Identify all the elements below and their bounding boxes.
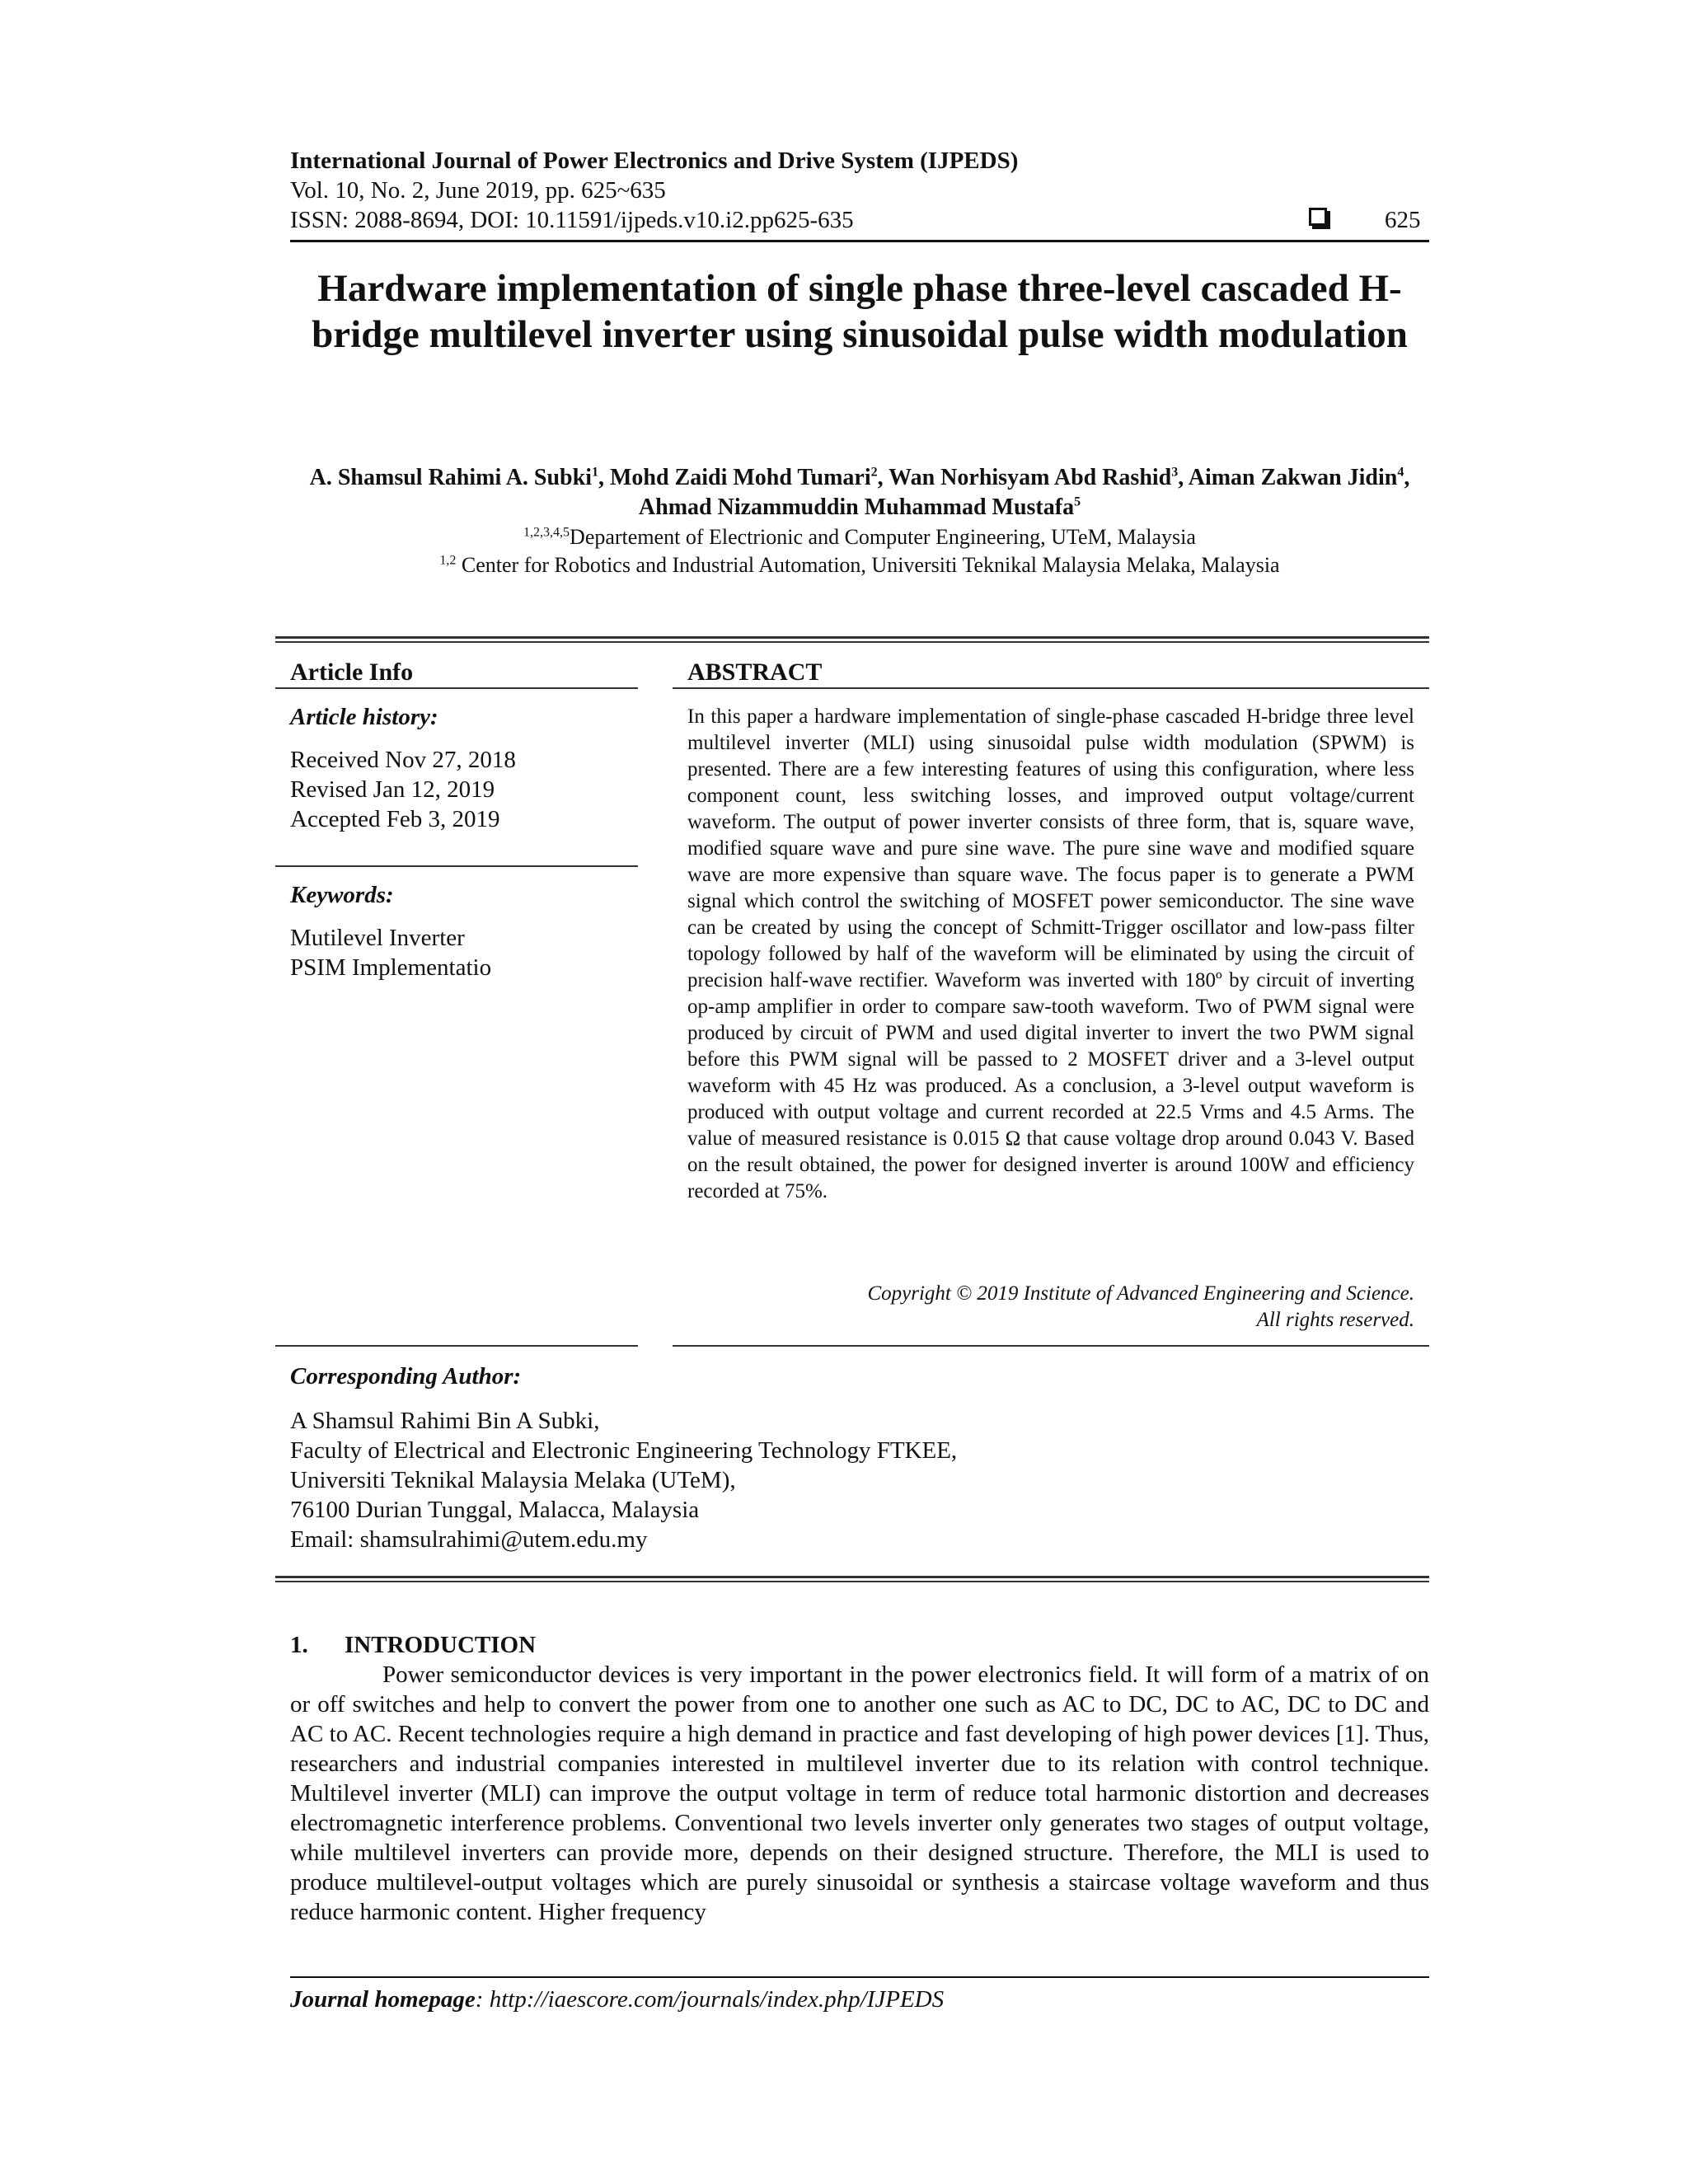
abstract-text: In this paper a hardware implementation of single-phase cascaded H-bridge three level multilevel inverter (MLI) using sinusoidal pulse width modulation (SPWM) is presented. There are a few interesting features of using this configuration, where less component count, less switching losses, and improved output voltage/current waveform. The output of power inverter consists of three form, that is, square wave, modified square wave and pure sine wave. The pure sine wave and modified square wave are more expensive than square wave. The focus paper is to generate a PWM signal which control the switching of MOSFET power semiconductor. The sine wave can be created by using the concept of Schmitt-Trigger oscillator and low-pass filter topology followed by half of the waveform will be eliminated by using the circuit of precision half-wave rectifier. Waveform was inverted with 180º by circuit of inverting op-amp amplifier in order to compare saw-tooth waveform. Two of PWM signal were produced by circuit of PWM and used digital inverter to invert the two PWM signal before this PWM signal will be passed to 2 MOSFET driver and a 3-level output waveform with 45 Hz was produced. As a conclusion, a 3-level output waveform is produced with output voltage and current recorded at 22.5 Vrms and 4.5 Arms. The value of measured resistance is 0.015 Ω that cause voltage drop around 0.043 V. Based on the result obtained, the power for designed inverter is around 100W and efficiency recorded at 75%. xyxy=(687,705,1414,1202)
corresponding-faculty: Faculty of Electrical and Electronic Engineering Technology FTKEE, xyxy=(290,1437,958,1464)
author-sep: , xyxy=(877,465,889,490)
history-received: Received Nov 27, 2018 xyxy=(290,747,516,773)
author-sup: 4 xyxy=(1397,465,1404,480)
article-info-divider xyxy=(275,865,638,867)
keyword-item: Mutilevel Inverter xyxy=(290,925,465,951)
introduction-heading xyxy=(290,1630,536,1660)
copyright-line: Copyright © 2019 Institute of Advanced Engineering and Science. xyxy=(867,1282,1414,1305)
journal-name: International Journal of Power Electronics and Drive System (IJPEDS) xyxy=(290,148,1019,174)
author-list xyxy=(290,463,1429,523)
article-history-heading: Article history: xyxy=(290,704,438,730)
affiliation-text: Center for Robotics and Industrial Automation, Universiti Teknikal Malaysia Melaka, Malaysia xyxy=(461,553,1280,577)
affiliation-1 xyxy=(290,524,1429,551)
author-name: Wan Norhisyam Abd Rashid xyxy=(889,465,1172,490)
author-name: Aiman Zakwan Jidin xyxy=(1188,465,1398,490)
page-box-icon xyxy=(1309,208,1327,226)
page-number: 625 xyxy=(1385,207,1421,233)
section-title: INTRODUCTION xyxy=(345,1632,537,1658)
rights-line: All rights reserved. xyxy=(1256,1309,1414,1331)
corresponding-address: 76100 Durian Tunggal, Malacca, Malaysia xyxy=(290,1497,700,1523)
affiliation-sup: 1,2,3,4,5 xyxy=(523,525,570,540)
author-name: Mohd Zaidi Mohd Tumari xyxy=(609,465,871,490)
affiliation-2 xyxy=(290,552,1429,579)
affiliation-text: Departement of Electrionic and Computer Engineering, UTeM, Malaysia xyxy=(570,525,1196,549)
journal-homepage xyxy=(290,1985,944,2014)
section-number: 1. xyxy=(290,1632,308,1658)
abstract-rule xyxy=(673,687,1429,689)
keyword-item: PSIM Implementatio xyxy=(290,954,492,981)
author-sep: , xyxy=(1178,465,1189,490)
corresponding-university: Universiti Teknikal Malaysia Melaka (UTeM), xyxy=(290,1467,736,1493)
issn-doi: ISSN: 2088-8694, DOI: 10.11591/ijpeds.v10.i2.pp625-635 xyxy=(290,207,854,233)
homepage-label: Journal homepage xyxy=(290,1986,476,2013)
affiliation-sup: 1,2 xyxy=(439,553,457,568)
copyright-notice xyxy=(687,1281,1414,1333)
article-info-bottom-rule xyxy=(275,1345,638,1347)
homepage-url[interactable]: : http://iaescore.com/journals/index.php/IJPEDS xyxy=(475,1986,945,2013)
abstract-bottom-rule xyxy=(673,1345,1429,1347)
introduction-text: Power semiconductor devices is very important in the power electronics field. It will form of a matrix of on or off switches and help to convert the power from one to another one such as AC to DC, DC to AC, DC to DC and AC to AC. Recent technologies require a high demand in practice and fast developing of high power devices [1]. Thus, researchers and industrial companies interested in multilevel inverter due to its relation with control technique. Multilevel inverter (MLI) can improve the output voltage in term of reduce total harmonic distortion and decreases electromagnetic interference problems. Conventional two levels inverter only generates two stages of output voltage, while multilevel inverters can provide more, depends on their designed structure. Therefore, the MLI is used to produce multilevel-output voltages which are purely sinusoidal or synthesis a staircase voltage waveform and thus reduce harmonic content. Higher frequency xyxy=(290,1661,1429,1925)
author-sep: , xyxy=(1404,465,1410,490)
footer-rule xyxy=(290,1976,1429,1978)
paper-title: Hardware implementation of single phase three-level cascaded H-bridge multilevel inverter using sinusoidal pulse width modulation xyxy=(312,267,1408,356)
corresponding-author-block xyxy=(290,1406,957,1554)
keywords-heading: Keywords: xyxy=(290,882,394,908)
author-sup: 1 xyxy=(591,465,598,480)
corresponding-author-heading: Corresponding Author: xyxy=(290,1363,522,1390)
section-double-rule xyxy=(275,636,1429,643)
abstract-heading: ABSTRACT xyxy=(687,658,823,686)
author-sup: 3 xyxy=(1171,465,1179,480)
author-sup: 5 xyxy=(1074,494,1081,509)
author-name: Ahmad Nizammuddin Muhammad Mustafa xyxy=(638,494,1075,520)
author-sep: , xyxy=(598,465,610,490)
article-info-heading: Article Info xyxy=(290,658,414,686)
author-name: A. Shamsul Rahimi A. Subki xyxy=(309,465,592,490)
article-info-rule xyxy=(275,687,638,689)
header-rule xyxy=(290,240,1429,242)
corresponding-name: A Shamsul Rahimi Bin A Subki, xyxy=(290,1408,600,1434)
history-accepted: Accepted Feb 3, 2019 xyxy=(290,806,500,832)
author-sup: 2 xyxy=(870,465,878,480)
section-double-rule xyxy=(275,1576,1429,1582)
history-revised: Revised Jan 12, 2019 xyxy=(290,776,495,803)
corresponding-email[interactable]: Email: shamsulrahimi@utem.edu.my xyxy=(290,1526,648,1553)
volume-info: Vol. 10, No. 2, June 2019, pp. 625~635 xyxy=(290,177,666,204)
